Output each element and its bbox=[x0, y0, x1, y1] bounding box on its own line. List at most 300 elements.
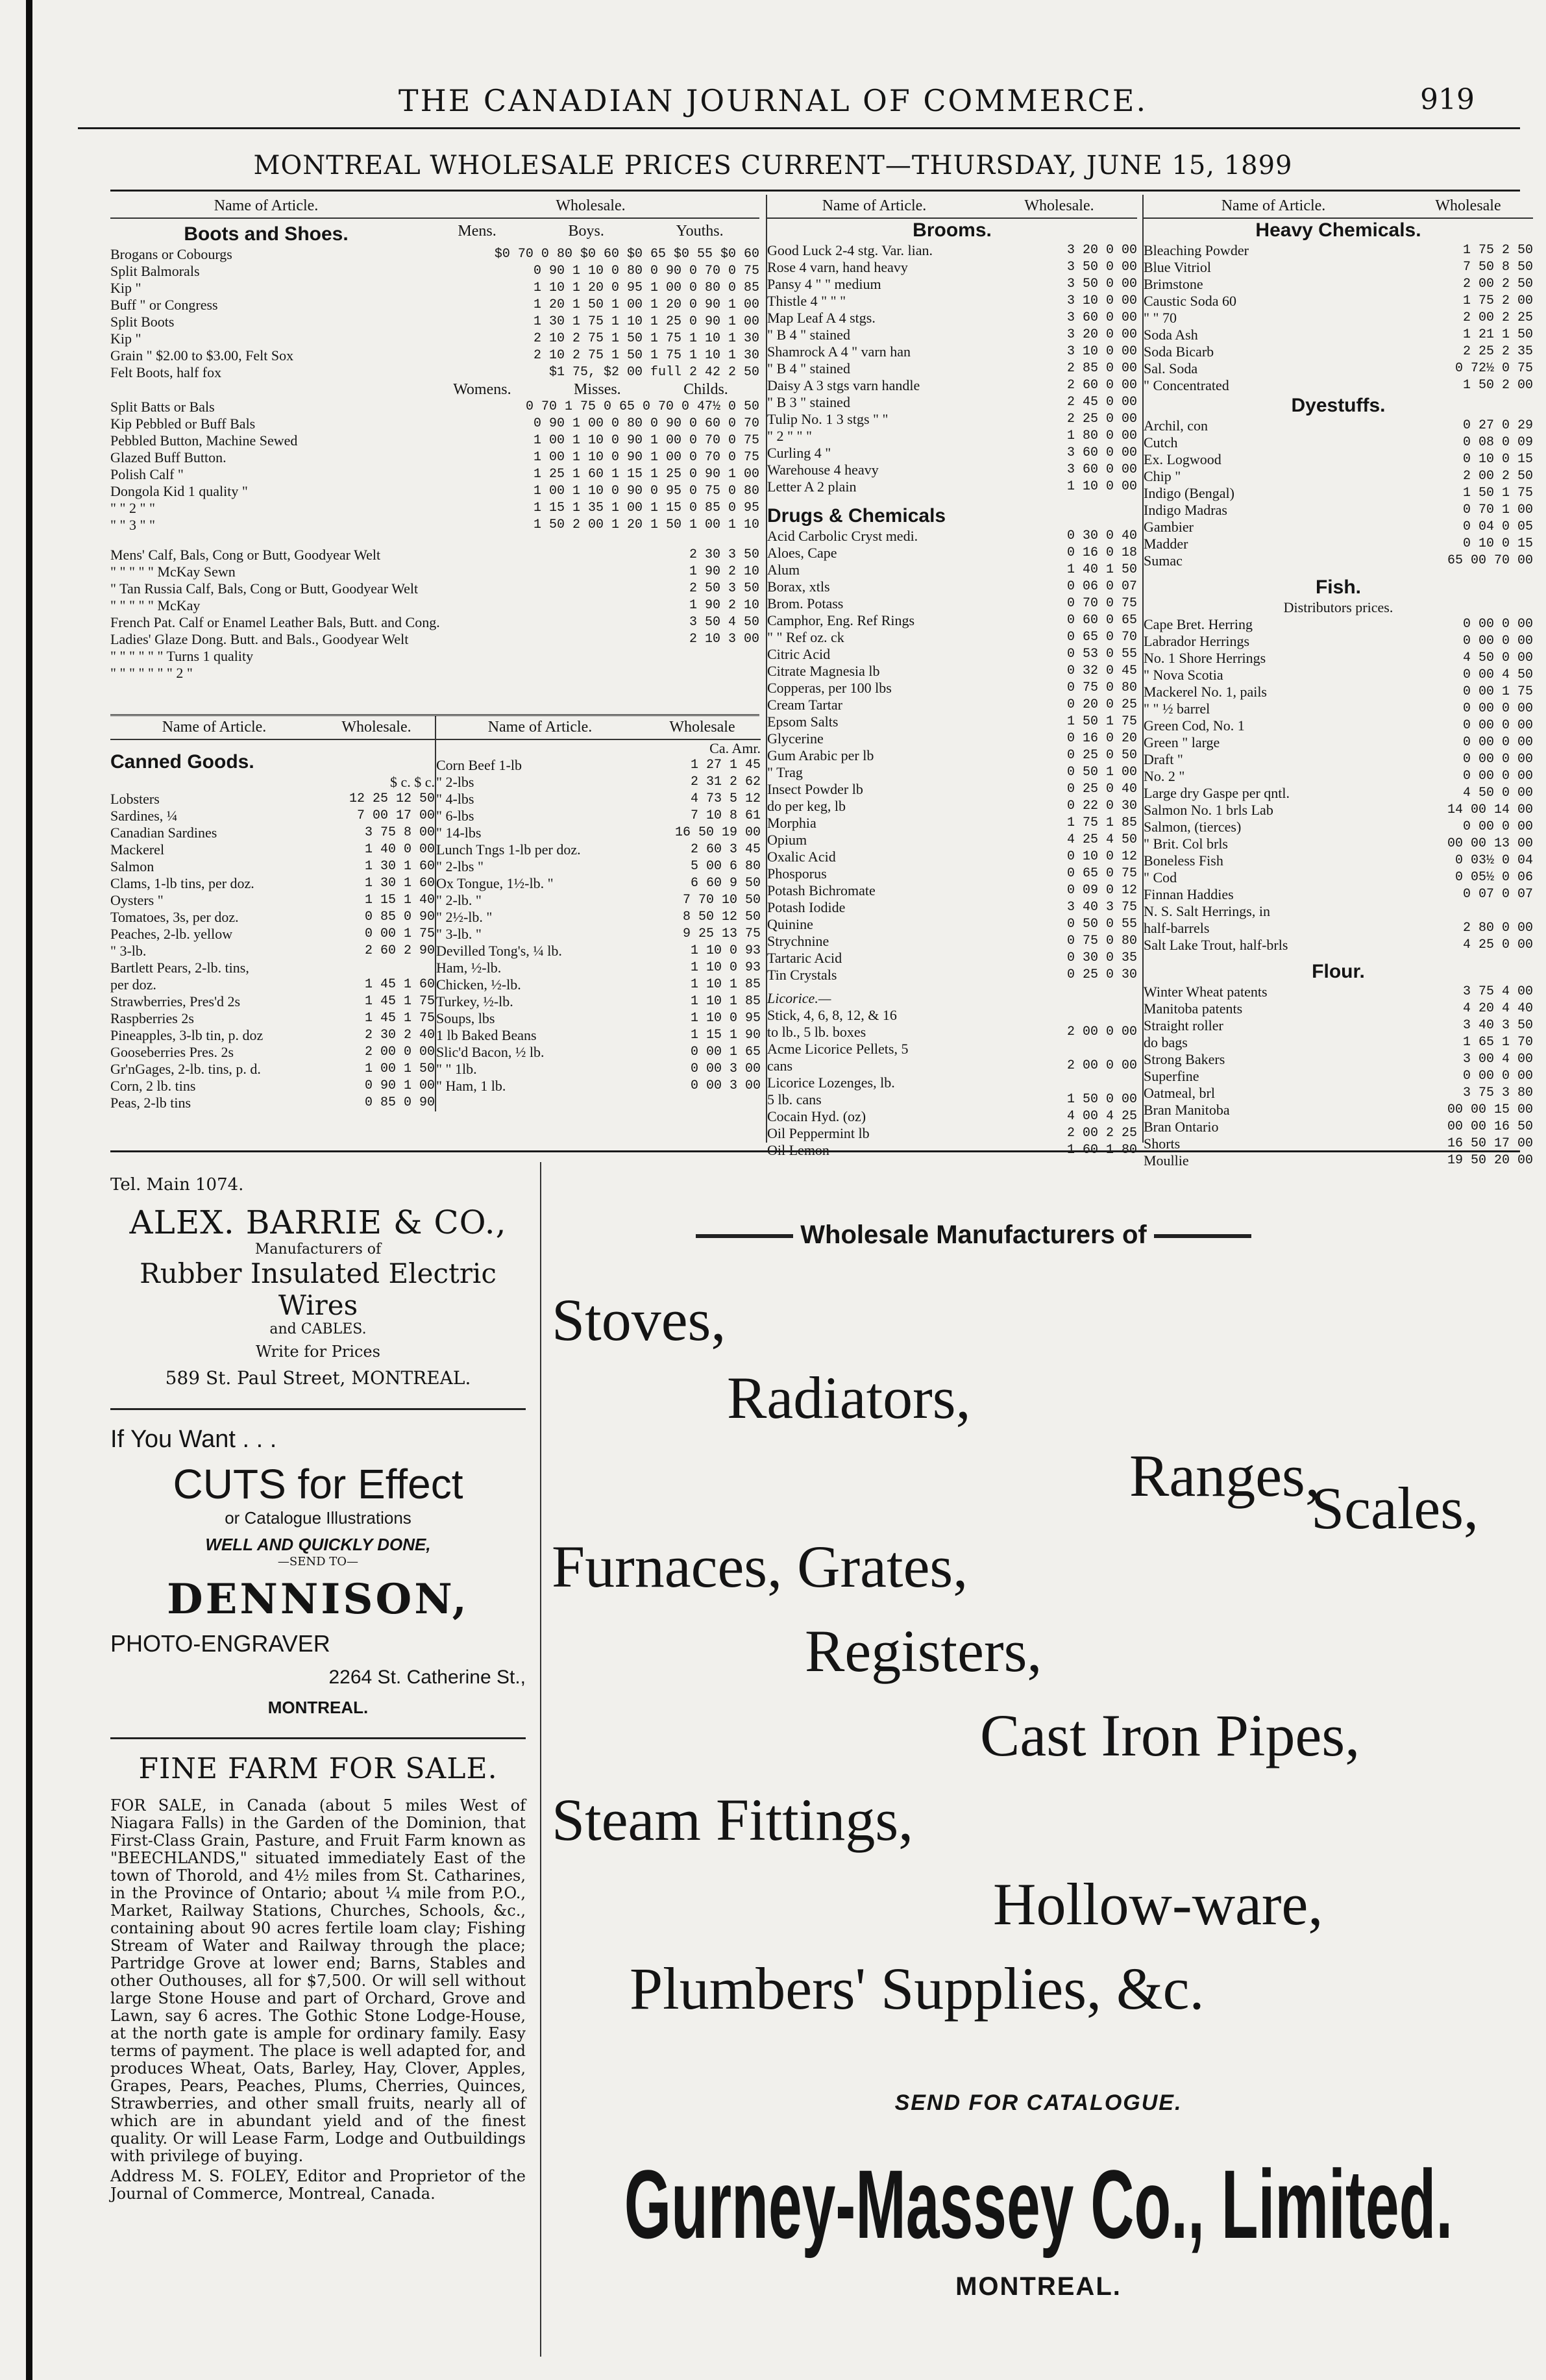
item-name: Cocain Hyd. (oz) bbox=[767, 1108, 866, 1124]
item-price: 1 80 0 00 bbox=[1066, 428, 1137, 443]
item-price: 0 00 0 00 bbox=[1462, 718, 1533, 733]
price-row bbox=[1144, 785, 1533, 802]
item-price: 0 90 1 00 bbox=[364, 1078, 435, 1093]
price-row bbox=[767, 1024, 1137, 1041]
barrie-name: ALEX. BARRIE & CO., bbox=[129, 1204, 507, 1241]
gurney-header-text: Wholesale Manufacturers of bbox=[800, 1221, 1147, 1249]
item-name: Caustic Soda 60 bbox=[1144, 293, 1236, 309]
price-row bbox=[1144, 920, 1533, 937]
price-row bbox=[767, 578, 1137, 595]
price-row bbox=[1144, 633, 1533, 650]
item-name: Ladies' Glaze Dong. Butt. and Bals., Goodyear Welt bbox=[110, 631, 409, 647]
item-price: 2 85 0 00 bbox=[1066, 361, 1137, 376]
item-name: Ex. Logwood bbox=[1144, 451, 1221, 467]
price-row bbox=[767, 730, 1137, 747]
gurney-header bbox=[649, 1221, 1298, 1250]
item-price: 1 10 0 95 bbox=[690, 1011, 761, 1026]
item-name: Phosporus bbox=[767, 865, 827, 882]
canned-name-head2: Name of Article. bbox=[436, 716, 644, 740]
price-row bbox=[767, 865, 1137, 882]
fish-category: Fish. bbox=[1315, 576, 1361, 598]
item-price: 00 00 13 00 bbox=[1447, 836, 1533, 851]
item-name: Glazed Buff Button. bbox=[110, 449, 227, 465]
item-price: 1 60 1 80 bbox=[1066, 1143, 1137, 1158]
price-row bbox=[767, 1007, 1137, 1024]
price-row bbox=[1144, 1051, 1533, 1068]
item-price: 1 45 1 75 bbox=[364, 1011, 435, 1026]
item-price: 2 00 2 25 bbox=[1066, 1126, 1137, 1141]
item-name: " 2-lb. " bbox=[436, 892, 482, 908]
price-row bbox=[110, 892, 435, 909]
item-price: 1 30 1 75 1 10 1 25 0 90 1 00 bbox=[533, 314, 759, 329]
item-name: " Concentrated bbox=[1144, 377, 1229, 393]
farm-body: FOR SALE, in Canada (about 5 miles West of Niagara Falls) in the Garden of the Dominion, that First-Class Grain, Pasture, and Fruit Farm known as "BEECHLANDS," situated immediately East of the town of Thorold, and 4½ miles from St. Catharines, in the Province of Ontario; about ¼ mile from P.O., Market, Railway Stations, Churches, Schools, &c., containing about 90 acres fertile loam clay; Fishing Stream of Water and Railway through the place; Partridge Grove at lower end; Barns, Stables and other Outhouses, all for $7,500. Or will sell without large Stone House and part of Orchard, Grove and Lawn, say 6 acres. The Gothic Stone Lodge-House, at the north gate is ample for ordinary family. Easy terms of payment. The place is well adapted for, and produces Wheat, Oats, Barley, Hay, Clover, Apples, Grapes, Pears, Peaches, Plums, Cherries, Quinces, Strawberries, and other small fruits, nearly all of which are in abundant yield and of the finest quality. Or will Lease Farm, Lodge and Outbuildings with privilege of buying. bbox=[110, 1796, 526, 2165]
price-row bbox=[767, 781, 1137, 798]
brooms-name-head: Name of Article. bbox=[767, 195, 981, 219]
price-row bbox=[1144, 819, 1533, 836]
item-price: 1 90 2 10 bbox=[689, 598, 759, 613]
price-row bbox=[1144, 667, 1533, 684]
item-name: Oatmeal, brl bbox=[1144, 1085, 1215, 1101]
item-price: 3 40 3 50 bbox=[1462, 1018, 1533, 1033]
price-row bbox=[1144, 502, 1533, 519]
price-row bbox=[1144, 417, 1533, 434]
item-name: Bartlett Pears, 2-lb. tins, bbox=[110, 960, 249, 976]
item-price: 4 20 4 40 bbox=[1462, 1001, 1533, 1016]
item-price: 0 30 0 40 bbox=[1066, 528, 1137, 543]
item-price: 0 75 0 80 bbox=[1066, 934, 1137, 948]
subtitle-rule bbox=[110, 190, 1520, 192]
price-row bbox=[767, 259, 1137, 276]
item-name: " " " " " " " 2 " bbox=[110, 665, 193, 681]
price-row bbox=[1144, 717, 1533, 734]
canned-units: $ c. $ c. bbox=[389, 774, 435, 790]
price-row bbox=[436, 774, 761, 791]
brooms-drugs-section bbox=[766, 195, 1137, 1158]
item-name: Brom. Potass bbox=[767, 595, 844, 612]
item-name: Felt Boots, half fox bbox=[110, 364, 222, 380]
item-name: Ham, ½-lb. bbox=[436, 960, 502, 976]
price-row bbox=[1144, 451, 1533, 468]
item-price bbox=[1529, 903, 1533, 920]
price-row bbox=[110, 1095, 435, 1111]
item-price: 3 00 4 00 bbox=[1462, 1052, 1533, 1067]
item-name: Turkey, ½-lb. bbox=[436, 993, 513, 1010]
price-row bbox=[110, 500, 759, 517]
dennison-line4: WELL AND QUICKLY DONE, bbox=[205, 1535, 431, 1554]
item-name: Salt Lake Trout, half-brls bbox=[1144, 937, 1288, 953]
price-row bbox=[436, 1027, 761, 1044]
item-price: 1 75 1 85 bbox=[1066, 815, 1137, 830]
item-price: 1 00 1 10 0 90 0 95 0 75 0 80 bbox=[533, 484, 759, 499]
price-row bbox=[1144, 650, 1533, 667]
flour-category: Flour. bbox=[1312, 961, 1365, 982]
brooms-wholesale-head: Wholesale. bbox=[981, 195, 1137, 219]
price-row bbox=[436, 909, 761, 926]
item-name: Pebbled Button, Machine Sewed bbox=[110, 432, 298, 449]
item-price: 0 09 0 12 bbox=[1066, 883, 1137, 898]
item-price: 16 50 19 00 bbox=[674, 825, 761, 840]
item-name: 5 lb. cans bbox=[767, 1091, 822, 1108]
price-row bbox=[767, 1125, 1137, 1142]
price-row bbox=[767, 1058, 1137, 1074]
item-name: Stick, 4, 6, 8, 12, & 16 bbox=[767, 1007, 897, 1023]
item-price bbox=[1133, 1041, 1137, 1058]
price-row bbox=[110, 314, 759, 330]
canned-wholesale-head2: Wholesale bbox=[644, 716, 761, 740]
item-name: Devilled Tong's, ¼ lb. bbox=[436, 943, 562, 959]
item-price: 3 40 3 75 bbox=[1066, 900, 1137, 915]
item-name: Madder bbox=[1144, 536, 1188, 552]
price-row bbox=[767, 1074, 1137, 1091]
item-price: 3 75 8 00 bbox=[364, 825, 435, 840]
item-price: 0 27 0 29 bbox=[1462, 418, 1533, 433]
item-name: " Trag bbox=[767, 764, 803, 780]
item-name: Licorice Lozenges, lb. bbox=[767, 1074, 895, 1091]
canned-name-head: Name of Article. bbox=[110, 716, 318, 740]
price-row bbox=[1144, 259, 1533, 276]
ad-divider bbox=[110, 1408, 526, 1410]
price-row bbox=[436, 791, 761, 808]
barrie-line3: and CABLES. bbox=[269, 1321, 367, 1337]
item-price: 0 60 0 65 bbox=[1066, 613, 1137, 628]
price-row bbox=[1144, 684, 1533, 700]
item-price: 1 10 1 20 0 95 1 00 0 80 0 85 bbox=[533, 280, 759, 295]
item-name: Corn Beef 1-lb bbox=[436, 757, 522, 773]
item-name: Map Leaf A 4 stgs. bbox=[767, 310, 876, 326]
item-name: Pineapples, 3-lb tin, p. doz bbox=[110, 1027, 264, 1043]
product-furnaces: Furnaces, Grates, bbox=[552, 1533, 968, 1600]
item-name: Salmon, (tierces) bbox=[1144, 819, 1242, 835]
item-name: Oysters " bbox=[110, 892, 164, 908]
price-note-row bbox=[110, 631, 759, 648]
item-name: half-barrels bbox=[1144, 920, 1210, 936]
price-row bbox=[110, 517, 759, 534]
item-price: 2 50 3 50 bbox=[689, 581, 759, 596]
barrie-address: 589 St. Paul Street, MONTREAL. bbox=[165, 1367, 471, 1389]
item-name: Sardines, ¼ bbox=[110, 808, 178, 824]
item-price: 0 00 0 00 bbox=[1462, 634, 1533, 649]
item-name: Camphor, Eng. Ref Rings bbox=[767, 612, 915, 628]
item-price: 0 85 0 90 bbox=[364, 910, 435, 924]
dennison-line2: CUTS for Effect bbox=[173, 1461, 463, 1507]
ad-divider bbox=[110, 1737, 526, 1739]
item-name: Tartaric Acid bbox=[767, 950, 842, 966]
price-row bbox=[436, 808, 761, 824]
item-name: Canadian Sardines bbox=[110, 824, 217, 841]
item-price: 4 50 0 00 bbox=[1462, 651, 1533, 665]
page-number: 919 bbox=[1420, 83, 1475, 116]
price-row bbox=[1144, 434, 1533, 451]
price-row bbox=[767, 832, 1137, 849]
price-row bbox=[767, 933, 1137, 950]
price-row bbox=[767, 747, 1137, 764]
item-name: Blue Vitriol bbox=[1144, 259, 1211, 275]
item-price: 1 00 1 10 0 90 1 00 0 70 0 75 bbox=[533, 450, 759, 465]
item-name: Lobsters bbox=[110, 791, 160, 807]
product-scales: Scales, bbox=[1311, 1475, 1479, 1541]
item-price: 3 75 3 80 bbox=[1462, 1085, 1533, 1100]
price-row bbox=[110, 943, 435, 960]
item-name: " 3-lb. " bbox=[436, 926, 482, 942]
dyestuffs-category: Dyestuffs. bbox=[1291, 395, 1386, 416]
item-price: 65 00 70 00 bbox=[1447, 553, 1533, 568]
gurney-ad bbox=[552, 1169, 1525, 2357]
price-row bbox=[1144, 869, 1533, 886]
boots-subhead: Mens. bbox=[458, 223, 497, 240]
item-name: cans bbox=[767, 1058, 793, 1074]
price-row bbox=[767, 899, 1137, 916]
item-price: 1 20 1 50 1 00 1 20 0 90 1 00 bbox=[533, 297, 759, 312]
price-row bbox=[436, 858, 761, 875]
price-note-row bbox=[110, 547, 759, 564]
product-hollow: Hollow-ware, bbox=[993, 1871, 1323, 1937]
item-name: Boneless Fish bbox=[1144, 852, 1223, 869]
item-price: 9 25 13 75 bbox=[682, 926, 761, 941]
item-price: 1 15 1 40 bbox=[364, 893, 435, 908]
price-row bbox=[110, 263, 759, 280]
item-price bbox=[755, 648, 759, 665]
price-row bbox=[1144, 343, 1533, 360]
item-name: Good Luck 2-4 stg. Var. lian. bbox=[767, 242, 933, 258]
price-row bbox=[767, 428, 1137, 445]
item-name: Alum bbox=[767, 562, 800, 578]
dennison-line3: or Catalogue Illustrations bbox=[225, 1508, 411, 1528]
price-row bbox=[767, 646, 1137, 663]
product-registers: Registers, bbox=[805, 1618, 1042, 1684]
item-price: 3 60 0 00 bbox=[1066, 462, 1137, 477]
item-price bbox=[1133, 1007, 1137, 1024]
item-name: " " " " " McKay bbox=[110, 597, 201, 614]
item-price bbox=[431, 960, 435, 976]
item-name: Archil, con bbox=[1144, 417, 1208, 434]
gurney-company: Gurney-Massey Co., Limited. bbox=[624, 2150, 1453, 2259]
item-price: 12 25 12 50 bbox=[349, 791, 435, 806]
price-row bbox=[110, 1078, 435, 1095]
price-row bbox=[767, 276, 1137, 293]
item-price: 3 50 4 50 bbox=[689, 615, 759, 630]
item-name: Cream Tartar bbox=[767, 697, 842, 713]
item-price: 4 00 4 25 bbox=[1066, 1109, 1137, 1124]
boots-section bbox=[110, 195, 759, 714]
item-name: do per keg, lb bbox=[767, 798, 846, 814]
item-price: 0 00 3 00 bbox=[690, 1061, 761, 1076]
price-row bbox=[1144, 903, 1533, 920]
price-row bbox=[436, 943, 761, 960]
price-row bbox=[1144, 485, 1533, 502]
item-price: 1 65 1 70 bbox=[1462, 1035, 1533, 1050]
item-name: Finnan Haddies bbox=[1144, 886, 1234, 902]
farm-title: FINE FARM FOR SALE. bbox=[138, 1752, 498, 1785]
item-price: 0 04 0 05 bbox=[1462, 519, 1533, 534]
price-row bbox=[110, 246, 759, 263]
price-row bbox=[436, 892, 761, 909]
item-price: 0 10 0 15 bbox=[1462, 452, 1533, 467]
price-row bbox=[1144, 937, 1533, 954]
item-name: Borax, xtls bbox=[767, 578, 830, 595]
item-price: 1 10 1 85 bbox=[690, 977, 761, 992]
item-name: Strawberries, Pres'd 2s bbox=[110, 993, 241, 1010]
item-price: 0 00 0 00 bbox=[1462, 617, 1533, 632]
boots-subhead2: Misses. bbox=[574, 381, 621, 398]
item-name: " B 3 " stained bbox=[767, 394, 850, 410]
price-row bbox=[1144, 886, 1533, 903]
price-note-row bbox=[110, 580, 759, 597]
price-note-row bbox=[110, 564, 759, 580]
item-price: 1 45 1 75 bbox=[364, 994, 435, 1009]
item-price: 1 10 0 93 bbox=[690, 960, 761, 975]
price-note-row bbox=[110, 597, 759, 614]
item-price: 0 00 1 75 bbox=[364, 926, 435, 941]
price-row bbox=[110, 791, 435, 808]
item-price: $1 75, $2 00 full 2 42 2 50 bbox=[548, 365, 759, 380]
price-row bbox=[436, 976, 761, 993]
item-price: 0 72½ 0 75 bbox=[1454, 361, 1533, 376]
price-row bbox=[1144, 1102, 1533, 1119]
price-row bbox=[110, 415, 759, 432]
item-name: " " " " " McKay Sewn bbox=[110, 564, 236, 580]
canned-section bbox=[110, 714, 759, 1145]
item-name: Soups, lbs bbox=[436, 1010, 495, 1026]
item-name: Gooseberries Pres. 2s bbox=[110, 1044, 234, 1060]
item-name: Soda Ash bbox=[1144, 327, 1198, 343]
header-rule bbox=[78, 127, 1520, 129]
barrie-line2: Rubber Insulated Electric Wires bbox=[140, 1258, 497, 1321]
item-name: Morphia bbox=[767, 815, 816, 831]
item-name: Split Batts or Bals bbox=[110, 399, 215, 415]
price-row bbox=[110, 483, 759, 500]
item-name: N. S. Salt Herrings, in bbox=[1144, 903, 1270, 919]
item-name: Copperas, per 100 lbs bbox=[767, 680, 892, 696]
item-price: 0 00 0 00 bbox=[1462, 752, 1533, 767]
price-row bbox=[1144, 1119, 1533, 1135]
item-price: 1 10 1 85 bbox=[690, 994, 761, 1009]
item-price: 7 70 10 50 bbox=[682, 893, 761, 908]
chem-name-head: Name of Article. bbox=[1144, 195, 1403, 219]
item-name: Ox Tongue, 1½-lb. " bbox=[436, 875, 554, 891]
item-name: Salmon bbox=[110, 858, 154, 874]
item-price: 7 50 8 50 bbox=[1462, 260, 1533, 275]
item-name: Large dry Gaspe per qntl. bbox=[1144, 785, 1290, 801]
price-row bbox=[1144, 1000, 1533, 1017]
item-name: Potash Bichromate bbox=[767, 882, 876, 899]
price-row bbox=[767, 612, 1137, 629]
price-row bbox=[110, 1044, 435, 1061]
chemicals-section bbox=[1142, 195, 1533, 1169]
left-ads-column bbox=[110, 1175, 526, 2357]
item-name: " " 2 " " bbox=[110, 500, 155, 516]
item-price: 0 03½ 0 04 bbox=[1454, 853, 1533, 868]
item-price bbox=[1133, 1074, 1137, 1091]
item-name: Shorts bbox=[1144, 1135, 1181, 1152]
item-price: 4 25 4 50 bbox=[1066, 832, 1137, 847]
price-row bbox=[767, 764, 1137, 781]
item-price: 1 00 1 50 bbox=[364, 1061, 435, 1076]
item-name: Tomatoes, 3s, per doz. bbox=[110, 909, 239, 925]
item-price: 19 50 20 00 bbox=[1447, 1153, 1533, 1168]
item-name: Gum Arabic per lb bbox=[767, 747, 874, 763]
price-row bbox=[1144, 293, 1533, 310]
price-row bbox=[436, 993, 761, 1010]
price-row bbox=[110, 909, 435, 926]
item-name: Cape Bret. Herring bbox=[1144, 616, 1253, 632]
product-radiators: Radiators, bbox=[727, 1365, 971, 1431]
item-price: 0 00 0 00 bbox=[1462, 701, 1533, 716]
item-price: 3 60 0 00 bbox=[1066, 310, 1137, 325]
price-row bbox=[767, 663, 1137, 680]
boots-subhead: Youths. bbox=[676, 223, 724, 240]
price-note-row bbox=[110, 648, 759, 665]
price-row bbox=[767, 882, 1137, 899]
item-name: Moullie bbox=[1144, 1152, 1189, 1169]
item-name: Grain " $2.00 to $3.00, Felt Sox bbox=[110, 347, 294, 364]
canned-wholesale-head: Wholesale. bbox=[318, 716, 435, 740]
item-price: 0 00 0 00 bbox=[1462, 735, 1533, 750]
item-price: 1 30 1 60 bbox=[364, 859, 435, 874]
item-price: 2 00 0 00 bbox=[1066, 1058, 1137, 1073]
item-price: 2 30 2 40 bbox=[364, 1028, 435, 1043]
price-row bbox=[436, 757, 761, 774]
price-row bbox=[110, 926, 435, 943]
item-price: 3 10 0 00 bbox=[1066, 293, 1137, 308]
item-name: " 2-lbs bbox=[436, 774, 474, 790]
item-price: 2 00 2 50 bbox=[1462, 469, 1533, 484]
item-price: $0 70 0 80 $0 60 $0 65 $0 55 $0 60 bbox=[494, 247, 759, 262]
farm-signature: Address M. S. FOLEY, Editor and Proprietor of the Journal of Commerce, Montreal, Canada. bbox=[110, 2167, 526, 2203]
item-name: Chicken, ½-lb. bbox=[436, 976, 521, 993]
dennison-trade: PHOTO-ENGRAVER bbox=[110, 1630, 330, 1657]
item-name: " Ham, 1 lb. bbox=[436, 1078, 506, 1094]
price-row bbox=[1144, 802, 1533, 819]
item-name: Strong Bakers bbox=[1144, 1051, 1225, 1067]
price-row bbox=[1144, 1152, 1533, 1169]
item-name: Opium bbox=[767, 832, 807, 848]
item-name: " " " " " " Turns 1 quality bbox=[110, 648, 254, 664]
item-name: Green " large bbox=[1144, 734, 1220, 750]
item-price: 1 50 1 75 bbox=[1462, 486, 1533, 501]
item-name: Mens' Calf, Bals, Cong or Butt, Goodyear Welt bbox=[110, 547, 381, 563]
item-price: 0 00 4 50 bbox=[1462, 667, 1533, 682]
item-price: 0 75 0 80 bbox=[1066, 680, 1137, 695]
price-row bbox=[1144, 768, 1533, 785]
item-price: 0 70 0 75 bbox=[1066, 596, 1137, 611]
item-name: Soda Bicarb bbox=[1144, 343, 1214, 360]
price-row bbox=[110, 280, 759, 297]
price-row bbox=[110, 1010, 435, 1027]
price-note-row bbox=[110, 614, 759, 631]
item-price: 0 00 1 75 bbox=[1462, 684, 1533, 699]
item-price: 2 60 0 00 bbox=[1066, 378, 1137, 393]
price-row bbox=[436, 1078, 761, 1095]
item-price: 16 50 17 00 bbox=[1447, 1136, 1533, 1151]
item-name: Sal. Soda bbox=[1144, 360, 1198, 377]
item-price: 0 50 1 00 bbox=[1066, 765, 1137, 780]
item-name: No. 2 " bbox=[1144, 768, 1185, 784]
item-name: Tulip No. 1 3 stgs " " bbox=[767, 411, 889, 427]
item-name: Oxalic Acid bbox=[767, 849, 836, 865]
barrie-line1: Manufacturers of bbox=[254, 1241, 382, 1258]
item-name: " B 4 " stained bbox=[767, 327, 850, 343]
product-steam: Steam Fittings, bbox=[552, 1787, 914, 1853]
price-row bbox=[436, 1044, 761, 1061]
item-name: Shamrock A 4 " varn han bbox=[767, 343, 911, 360]
price-row bbox=[110, 960, 435, 976]
price-row bbox=[436, 960, 761, 976]
item-price: 2 60 2 90 bbox=[364, 943, 435, 958]
item-name: " 2-lbs " bbox=[436, 858, 484, 874]
item-price: 1 90 2 10 bbox=[689, 564, 759, 579]
price-row bbox=[767, 528, 1137, 545]
